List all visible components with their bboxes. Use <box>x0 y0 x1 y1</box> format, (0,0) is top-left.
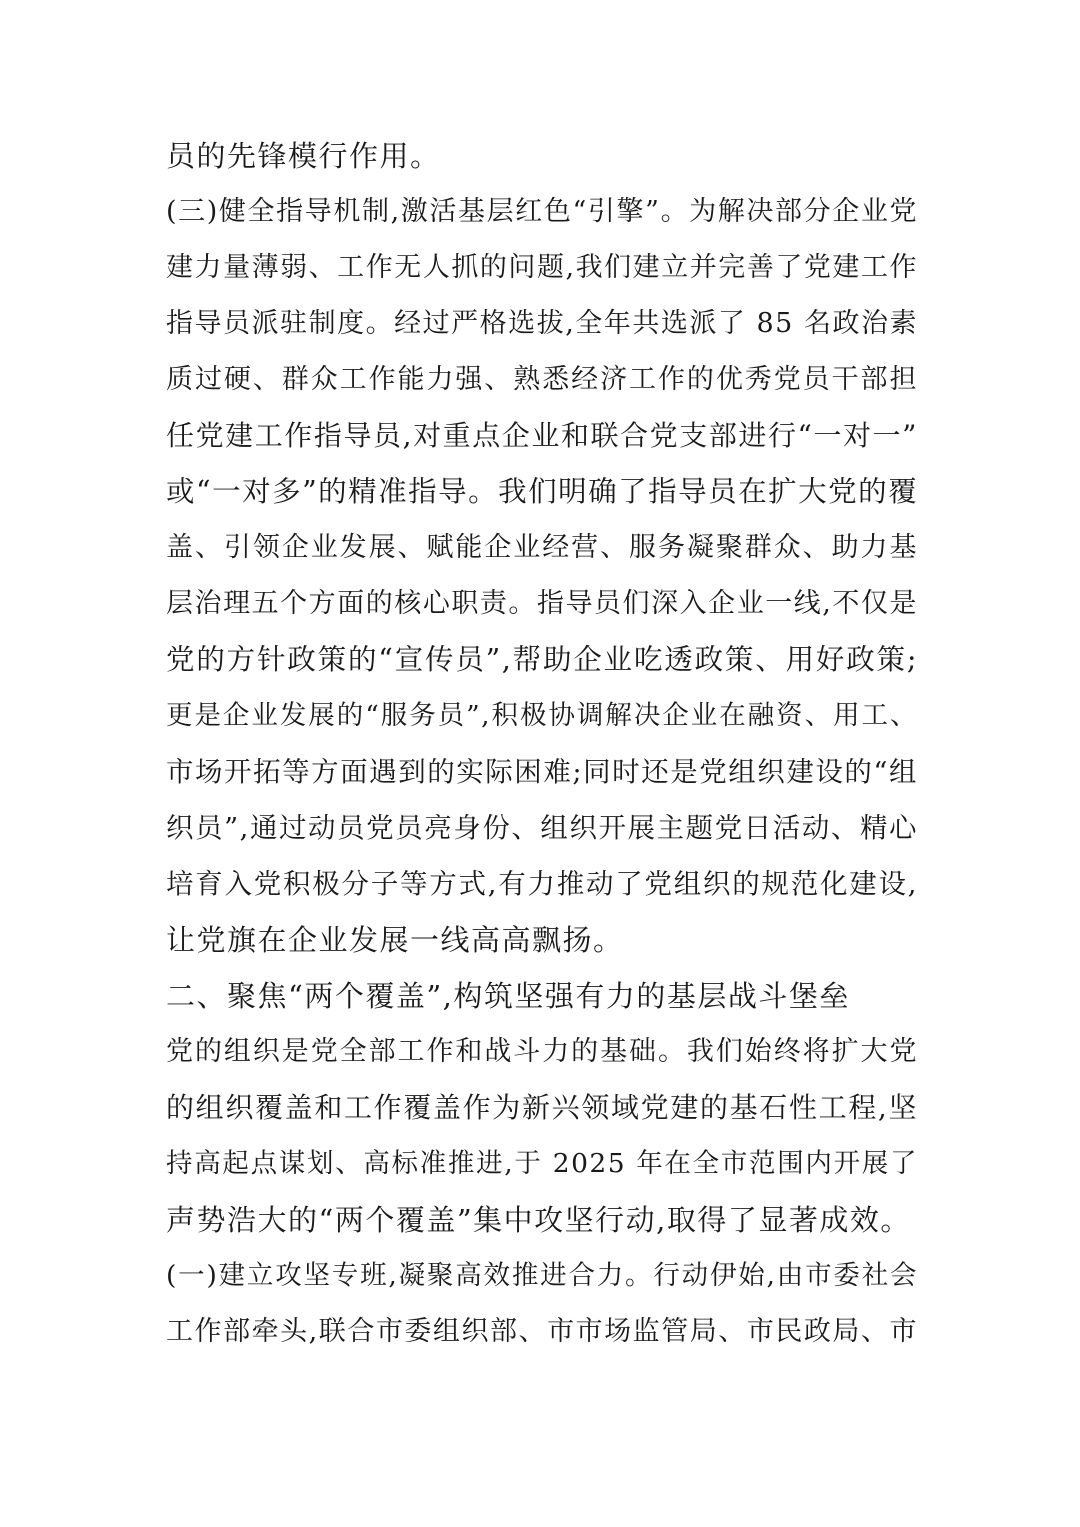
text-line: 声势浩大的“两个覆盖”集中攻坚行动,取得了显著成效。 <box>166 1203 911 1237</box>
text-line: 工作部牵头,联合市委组织部、市市场监管局、市民政局、市 <box>166 1316 918 1347</box>
text-line: 指导员派驻制度。经过严格选拔,全年共选派了 85 名政治素 <box>166 308 918 339</box>
text-line: 盖、引领企业发展、赋能企业经营、服务凝聚群众、助力基 <box>166 532 918 563</box>
document-body <box>166 128 918 1360</box>
text-line: 任党建工作指导员,对重点企业和联合党支部进行“一对一” <box>166 419 918 452</box>
text-line: 持高起点谋划、高标准推进,于 2025 年在全市范围内开展了 <box>166 1148 918 1179</box>
text-line: 更是企业发展的“服务员”,积极协调解决企业在融资、用工、 <box>166 700 918 731</box>
text-line: 或“一对多”的精准指导。我们明确了指导员在扩大党的覆 <box>166 475 919 508</box>
text-line: 让党旗在企业发展一线高高飘扬。 <box>166 923 624 957</box>
text-line: 党的方针政策的“宣传员”,帮助企业吃透政策、用好政策; <box>166 643 918 676</box>
text-line: 织员”,通过动员党员亮身份、组织开展主题党日活动、精心 <box>166 812 918 844</box>
text-line: 层治理五个方面的核心职责。指导员们深入企业一线,不仅是 <box>166 588 918 619</box>
text-line: 培育入党积极分子等方式,有力推动了党组织的规范化建设, <box>166 868 918 900</box>
text-line: 党的组织是党全部工作和战斗力的基础。我们始终将扩大党 <box>166 1036 918 1067</box>
section-heading: 二、聚焦“两个覆盖”,构筑坚强有力的基层战斗堡垒 <box>166 979 850 1013</box>
text-line: 市场开拓等方面遇到的实际困难;同时还是党组织建设的“组 <box>166 756 918 788</box>
text-line: 员的先锋模行作用。 <box>166 139 441 173</box>
text-line: 的组织覆盖和工作覆盖作为新兴领域党建的基石性工程,坚 <box>166 1091 918 1124</box>
text-line: (三)健全指导机制,激活基层红色“引擎”。为解决部分企业党 <box>166 196 918 227</box>
text-line: (一)建立攻坚专班,凝聚高效推进合力。行动伊始,由市委社会 <box>166 1260 918 1291</box>
text-line: 质过硬、群众工作能力强、熟悉经济工作的优秀党员干部担 <box>166 364 918 395</box>
text-line: 建力量薄弱、工作无人抓的问题,我们建立并完善了党建工作 <box>166 252 918 283</box>
